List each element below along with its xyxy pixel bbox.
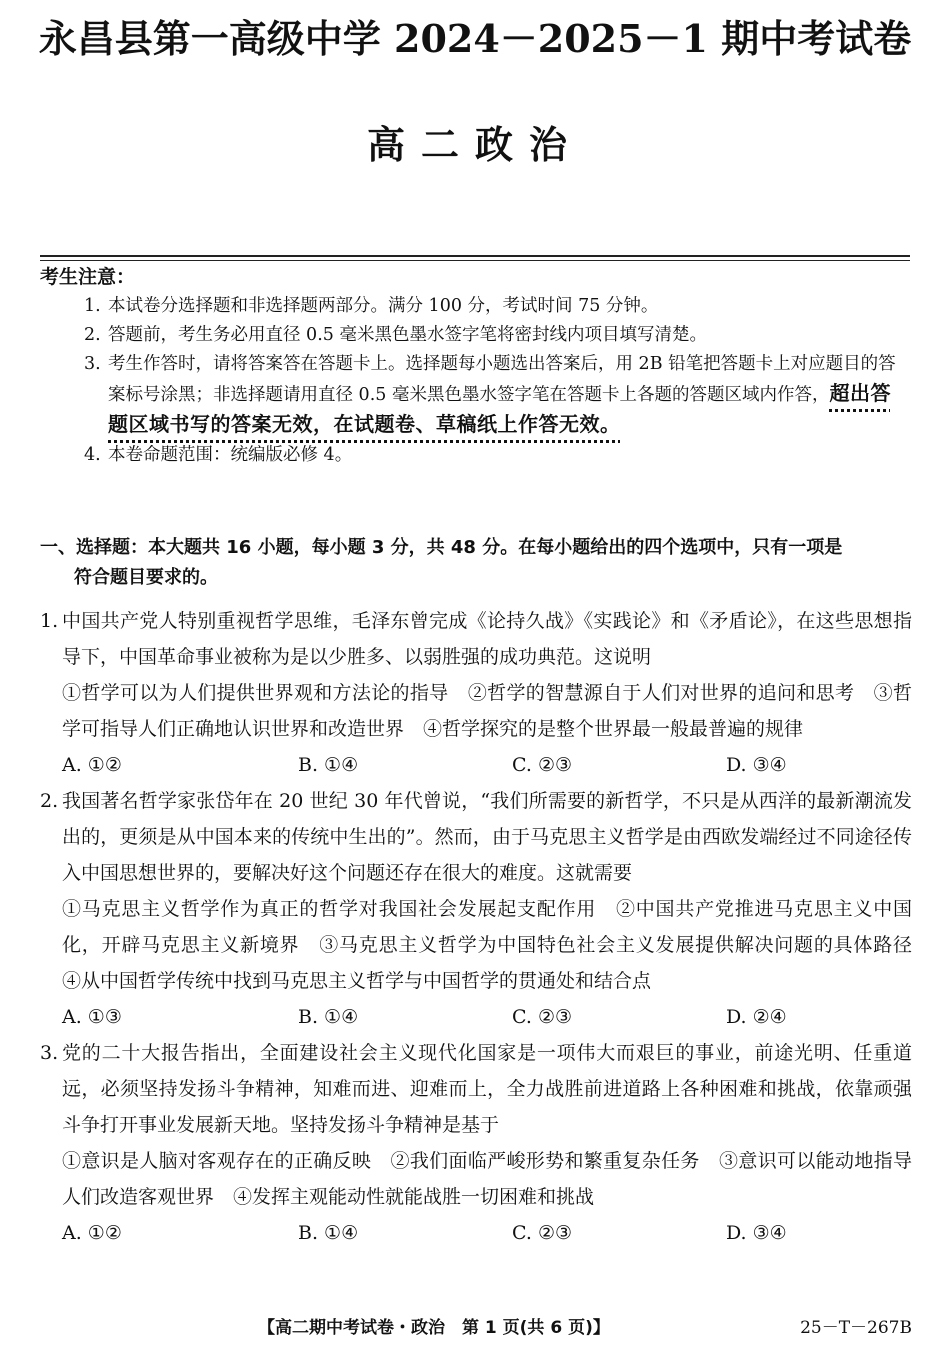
choice-a: A. ①② bbox=[62, 1222, 122, 1244]
question-1 bbox=[40, 603, 912, 783]
notice-heading: 考生注意： bbox=[40, 266, 136, 288]
choice-c: C. ②③ bbox=[512, 1222, 573, 1244]
notice-item bbox=[40, 441, 910, 470]
header-divider-thick bbox=[40, 255, 910, 257]
page-footer bbox=[0, 1313, 950, 1343]
section-heading-line: 符合题目要求的。 bbox=[74, 567, 218, 588]
question-stem bbox=[40, 1035, 912, 1143]
choice-a: A. ①② bbox=[62, 754, 122, 776]
choice-b: B. ①④ bbox=[298, 754, 359, 776]
question-3 bbox=[40, 1035, 912, 1251]
question-stem-text: 我国著名哲学家张岱年在 20 世纪 30 年代曾说，“我们所需要的新哲学，不只是从西洋的最新潮流发出的，更须是从中国本来的传统中生出的”。然而，由于马克思主义哲学是由西欧发端经过不同途径传入中国思想世界的，要解决好这个问题还存在很大的难度。这就需要 bbox=[62, 790, 912, 884]
answer-choices bbox=[40, 999, 912, 1035]
section-heading bbox=[40, 533, 912, 593]
answer-choices bbox=[40, 1215, 912, 1251]
notice-item-number: 2. bbox=[84, 325, 101, 345]
choice-d: D. ③④ bbox=[726, 1222, 787, 1244]
section-heading-line: 一、选择题：本大题共 16 小题，每小题 3 分，共 48 分。在每小题给出的四个选项中，只有一项是 bbox=[40, 537, 843, 558]
exam-notice bbox=[40, 262, 910, 470]
choice-a: A. ①③ bbox=[62, 1006, 122, 1028]
notice-item bbox=[40, 350, 910, 441]
subject-title: 高二政治 bbox=[366, 122, 583, 167]
question-statements: ①哲学可以为人们提供世界观和方法论的指导 ②哲学的智慧源自于人们对世界的追问和思考 ③哲学可指导人们正确地认识世界和改造世界 ④哲学探究的是整个世界最一般最普遍的规律 bbox=[62, 682, 912, 740]
choice-c: C. ②③ bbox=[512, 754, 573, 776]
notice-item-number: 3. bbox=[84, 354, 101, 374]
question-stem-text: 党的二十大报告指出，全面建设社会主义现代化国家是一项伟大而艰巨的事业，前途光明、任重道远，必须坚持发扬斗争精神，知难而进、迎难而上，全力战胜前进道路上各种困难和挑战，依靠顽强斗争打开事业发展新天地。坚持发扬斗争精神是基于 bbox=[62, 1042, 912, 1136]
question-stem bbox=[40, 783, 912, 891]
question-number: 1. bbox=[40, 610, 59, 632]
notice-emphasis-text: 超出答题区域书写的答案无效，在试题卷、草稿纸上作答无效。 bbox=[108, 381, 891, 436]
question-list bbox=[40, 603, 932, 1251]
footer-exam-code: 25－T－267B bbox=[800, 1318, 912, 1338]
question-number: 3. bbox=[40, 1042, 59, 1064]
question-statements: ①马克思主义哲学作为真正的哲学对我国社会发展起支配作用 ②中国共产党推进马克思主义中国化，开辟马克思主义新境界 ③马克思主义哲学为中国特色社会主义发展提供解决问题的具体路径 ④从中国哲学传统中找到马克思主义哲学与中国哲学的贯通处和结合点 bbox=[62, 898, 932, 992]
choice-b: B. ①④ bbox=[298, 1222, 359, 1244]
question-stem bbox=[40, 603, 912, 675]
choice-d: D. ③④ bbox=[726, 754, 787, 776]
notice-item-text: 考生作答时，请将答案答在答题卡上。选择题每小题选出答案后，用 2B 铅笔把答题卡上对应题目的答案标号涂黑；非选择题请用直径 0.5 毫米黑色墨水签字笔在答题卡上各题的答题区域内作答， bbox=[108, 354, 896, 405]
notice-item-number: 1. bbox=[84, 296, 101, 316]
question-stem-text: 中国共产党人特别重视哲学思维，毛泽东曾完成《论持久战》《实践论》和《矛盾论》，在这些思想指导下，中国革命事业被称为是以少胜多、以弱胜强的成功典范。这说明 bbox=[62, 610, 912, 668]
exam-title: 永昌县第一高级中学 2024－2025－1 期中考试卷 bbox=[38, 16, 912, 61]
answer-choices bbox=[40, 747, 912, 783]
notice-item bbox=[40, 321, 910, 350]
notice-item-text: 本试卷分选择题和非选择题两部分。满分 100 分，考试时间 75 分钟。 bbox=[108, 296, 659, 316]
notice-item bbox=[40, 292, 910, 321]
question-statements: ①意识是人脑对客观存在的正确反映 ②我们面临严峻形势和繁重复杂任务 ③意识可以能动地指导人们改造客观世界 ④发挥主观能动性就能战胜一切困难和挑战 bbox=[62, 1150, 912, 1208]
choice-c: C. ②③ bbox=[512, 1006, 573, 1028]
question-2 bbox=[40, 783, 932, 1035]
header-divider-thin bbox=[40, 260, 910, 261]
footer-page-info: 【高二期中考试卷・政治 第 1 页(共 6 页)】 bbox=[258, 1318, 610, 1338]
choice-d: D. ②④ bbox=[726, 1006, 787, 1028]
notice-item-text: 答题前，考生务必用直径 0.5 毫米黑色墨水签字笔将密封线内项目填写清楚。 bbox=[108, 325, 707, 345]
question-number: 2. bbox=[40, 790, 59, 812]
notice-item-text: 本卷命题范围：统编版必修 4。 bbox=[108, 445, 353, 465]
notice-item-number: 4. bbox=[84, 445, 101, 465]
choice-b: B. ①④ bbox=[298, 1006, 359, 1028]
